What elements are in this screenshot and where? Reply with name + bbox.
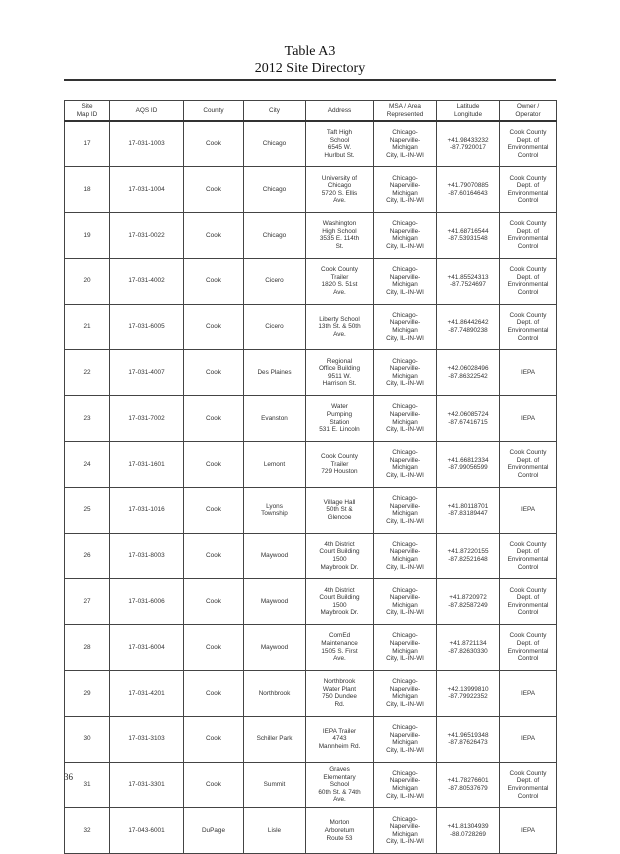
city-cell: Lemont [244, 442, 306, 488]
site-map-id-cell: 32 [65, 808, 110, 854]
city-cell: Des Plaines [244, 350, 306, 396]
lat-lon-cell: +41.98433232 -87.7920017 [437, 121, 500, 167]
table-row [65, 396, 557, 442]
aqs-id-cell: 17-031-3103 [110, 716, 184, 762]
site-map-id-cell: 27 [65, 579, 110, 625]
site-map-id-cell: 23 [65, 396, 110, 442]
city-cell: Lisle [244, 808, 306, 854]
msa-cell: Chicago- Naperville- Michigan City, IL-IN-WI [374, 762, 437, 808]
site-map-id-cell: 19 [65, 213, 110, 259]
column-header: MSA / Area Represented [374, 101, 437, 122]
column-header: Owner / Operator [500, 101, 557, 122]
address-cell: IEPA Trailer 4743 Mannheim Rd. [306, 716, 374, 762]
site-map-id-cell: 25 [65, 487, 110, 533]
aqs-id-cell: 17-031-1601 [110, 442, 184, 488]
title-rule [64, 79, 556, 81]
county-cell: Cook [184, 579, 244, 625]
column-header: County [184, 101, 244, 122]
owner-cell: Cook County Dept. of Environmental Control [500, 762, 557, 808]
county-cell: Cook [184, 213, 244, 259]
county-cell: Cook [184, 121, 244, 167]
lat-lon-cell: +41.80118701 -87.83189447 [437, 487, 500, 533]
address-cell: Morton Arboretum Route 53 [306, 808, 374, 854]
table-row [65, 213, 557, 259]
aqs-id-cell: 17-031-4002 [110, 258, 184, 304]
county-cell: Cook [184, 258, 244, 304]
lat-lon-cell: +41.79070885 -87.60164643 [437, 167, 500, 213]
aqs-id-cell: 17-031-0022 [110, 213, 184, 259]
table-row [65, 671, 557, 717]
county-cell: DuPage [184, 808, 244, 854]
site-map-id-cell: 31 [65, 762, 110, 808]
city-cell: Maywood [244, 533, 306, 579]
aqs-id-cell: 17-031-1004 [110, 167, 184, 213]
lat-lon-cell: +41.81304939 -88.0728269 [437, 808, 500, 854]
owner-cell: Cook County Dept. of Environmental Control [500, 304, 557, 350]
county-cell: Cook [184, 762, 244, 808]
city-cell: Evanston [244, 396, 306, 442]
lat-lon-cell: +42.06028496 -87.86322542 [437, 350, 500, 396]
owner-cell: IEPA [500, 808, 557, 854]
msa-cell: Chicago- Naperville- Michigan City, IL-IN-WI [374, 487, 437, 533]
column-header: City [244, 101, 306, 122]
table-row [65, 487, 557, 533]
city-cell: Cicero [244, 304, 306, 350]
address-cell: Taft High School 6545 W. Hurlbut St. [306, 121, 374, 167]
msa-cell: Chicago- Naperville- Michigan City, IL-IN-WI [374, 671, 437, 717]
table-row [65, 304, 557, 350]
table-title: Table A3 [284, 44, 336, 59]
table-row [65, 762, 557, 808]
aqs-id-cell: 17-043-6001 [110, 808, 184, 854]
site-map-id-cell: 28 [65, 625, 110, 671]
address-cell: Village Hall 50th St & Glencoe [306, 487, 374, 533]
aqs-id-cell: 17-031-6005 [110, 304, 184, 350]
column-header: AQS ID [110, 101, 184, 122]
msa-cell: Chicago- Naperville- Michigan City, IL-IN-WI [374, 304, 437, 350]
owner-cell: Cook County Dept. of Environmental Control [500, 258, 557, 304]
aqs-id-cell: 17-031-7002 [110, 396, 184, 442]
msa-cell: Chicago- Naperville- Michigan City, IL-IN-WI [374, 167, 437, 213]
site-map-id-cell: 21 [65, 304, 110, 350]
msa-cell: Chicago- Naperville- Michigan City, IL-IN-WI [374, 258, 437, 304]
site-directory-table [64, 100, 557, 854]
address-cell: Cook County Trailer 729 Houston [306, 442, 374, 488]
msa-cell: Chicago- Naperville- Michigan City, IL-IN-WI [374, 396, 437, 442]
owner-cell: IEPA [500, 396, 557, 442]
table-row [65, 533, 557, 579]
lat-lon-cell: +41.66812334 -87.99056599 [437, 442, 500, 488]
owner-cell: Cook County Dept. of Environmental Control [500, 533, 557, 579]
msa-cell: Chicago- Naperville- Michigan City, IL-IN-WI [374, 213, 437, 259]
address-cell: Washington High School 3535 E. 114th St. [306, 213, 374, 259]
site-map-id-cell: 24 [65, 442, 110, 488]
msa-cell: Chicago- Naperville- Michigan City, IL-IN-WI [374, 533, 437, 579]
table-row [65, 167, 557, 213]
address-cell: University of Chicago 5720 S. Ellis Ave. [306, 167, 374, 213]
county-cell: Cook [184, 442, 244, 488]
county-cell: Cook [184, 625, 244, 671]
address-cell: Regional Office Building 9511 W. Harrison St. [306, 350, 374, 396]
address-cell: ComEd Maintenance 1505 S. First Ave. [306, 625, 374, 671]
lat-lon-cell: +41.8721134 -87.82630330 [437, 625, 500, 671]
city-cell: Chicago [244, 167, 306, 213]
city-cell: Chicago [244, 121, 306, 167]
table-row [65, 625, 557, 671]
address-cell: Cook County Trailer 1820 S. 51st Ave. [306, 258, 374, 304]
city-cell: Maywood [244, 579, 306, 625]
aqs-id-cell: 17-031-4007 [110, 350, 184, 396]
title-block [0, 43, 620, 77]
county-cell: Cook [184, 487, 244, 533]
city-cell: Lyons Township [244, 487, 306, 533]
aqs-id-cell: 17-031-1003 [110, 121, 184, 167]
msa-cell: Chicago- Naperville- Michigan City, IL-IN-WI [374, 625, 437, 671]
lat-lon-cell: +41.78276601 -87.80537679 [437, 762, 500, 808]
county-cell: Cook [184, 167, 244, 213]
city-cell: Chicago [244, 213, 306, 259]
lat-lon-cell: +41.87220155 -87.82521648 [437, 533, 500, 579]
county-cell: Cook [184, 533, 244, 579]
site-map-id-cell: 20 [65, 258, 110, 304]
table-row [65, 350, 557, 396]
msa-cell: Chicago- Naperville- Michigan City, IL-IN-WI [374, 716, 437, 762]
owner-cell: Cook County Dept. of Environmental Control [500, 167, 557, 213]
msa-cell: Chicago- Naperville- Michigan City, IL-IN-WI [374, 808, 437, 854]
lat-lon-cell: +42.13999810 -87.79922352 [437, 671, 500, 717]
county-cell: Cook [184, 304, 244, 350]
owner-cell: Cook County Dept. of Environmental Control [500, 213, 557, 259]
owner-cell: IEPA [500, 350, 557, 396]
city-cell: Northbrook [244, 671, 306, 717]
msa-cell: Chicago- Naperville- Michigan City, IL-IN-WI [374, 442, 437, 488]
address-cell: Liberty School 13th St. & 50th Ave. [306, 304, 374, 350]
lat-lon-cell: +41.86442642 -87.74890238 [437, 304, 500, 350]
city-cell: Summit [244, 762, 306, 808]
city-cell: Schiller Park [244, 716, 306, 762]
table-row [65, 121, 557, 167]
aqs-id-cell: 17-031-4201 [110, 671, 184, 717]
lat-lon-cell: +41.85524313 -87.7524697 [437, 258, 500, 304]
county-cell: Cook [184, 716, 244, 762]
table-row [65, 442, 557, 488]
aqs-id-cell: 17-031-8003 [110, 533, 184, 579]
county-cell: Cook [184, 396, 244, 442]
aqs-id-cell: 17-031-6004 [110, 625, 184, 671]
owner-cell: Cook County Dept. of Environmental Control [500, 442, 557, 488]
owner-cell: Cook County Dept. of Environmental Control [500, 579, 557, 625]
address-cell: 4th District Court Building 1500 Maybrook Dr. [306, 579, 374, 625]
address-cell: Northbrook Water Plant 750 Dundee Rd. [306, 671, 374, 717]
city-cell: Cicero [244, 258, 306, 304]
table-row [65, 808, 557, 854]
address-cell: 4th District Court Building 1500 Maybrook Dr. [306, 533, 374, 579]
msa-cell: Chicago- Naperville- Michigan City, IL-IN-WI [374, 350, 437, 396]
lat-lon-cell: +42.06085724 -87.67416715 [437, 396, 500, 442]
site-map-id-cell: 30 [65, 716, 110, 762]
owner-cell: IEPA [500, 487, 557, 533]
owner-cell: IEPA [500, 671, 557, 717]
lat-lon-cell: +41.96519348 -87.87626473 [437, 716, 500, 762]
address-cell: Water Pumping Station 531 E. Lincoln [306, 396, 374, 442]
aqs-id-cell: 17-031-3301 [110, 762, 184, 808]
site-map-id-cell: 26 [65, 533, 110, 579]
county-cell: Cook [184, 671, 244, 717]
site-map-id-cell: 29 [65, 671, 110, 717]
city-cell: Maywood [244, 625, 306, 671]
site-map-id-cell: 22 [65, 350, 110, 396]
lat-lon-cell: +41.8720972 -87.82587249 [437, 579, 500, 625]
column-header: Latitude Longitude [437, 101, 500, 122]
msa-cell: Chicago- Naperville- Michigan City, IL-IN-WI [374, 121, 437, 167]
owner-cell: IEPA [500, 716, 557, 762]
owner-cell: Cook County Dept. of Environmental Control [500, 121, 557, 167]
table-row [65, 258, 557, 304]
header-row [65, 101, 557, 122]
site-map-id-cell: 17 [65, 121, 110, 167]
address-cell: Graves Elementary School 60th St. & 74th Ave. [306, 762, 374, 808]
table-row [65, 716, 557, 762]
page-number: 36 [64, 772, 73, 782]
column-header: Site Map ID [65, 101, 110, 122]
aqs-id-cell: 17-031-1016 [110, 487, 184, 533]
msa-cell: Chicago- Naperville- Michigan City, IL-IN-WI [374, 579, 437, 625]
site-map-id-cell: 18 [65, 167, 110, 213]
aqs-id-cell: 17-031-6006 [110, 579, 184, 625]
table-row [65, 579, 557, 625]
column-header: Address [306, 101, 374, 122]
county-cell: Cook [184, 350, 244, 396]
owner-cell: Cook County Dept. of Environmental Control [500, 625, 557, 671]
table-subtitle: 2012 Site Directory [254, 61, 366, 76]
lat-lon-cell: +41.68716544 -87.53931548 [437, 213, 500, 259]
